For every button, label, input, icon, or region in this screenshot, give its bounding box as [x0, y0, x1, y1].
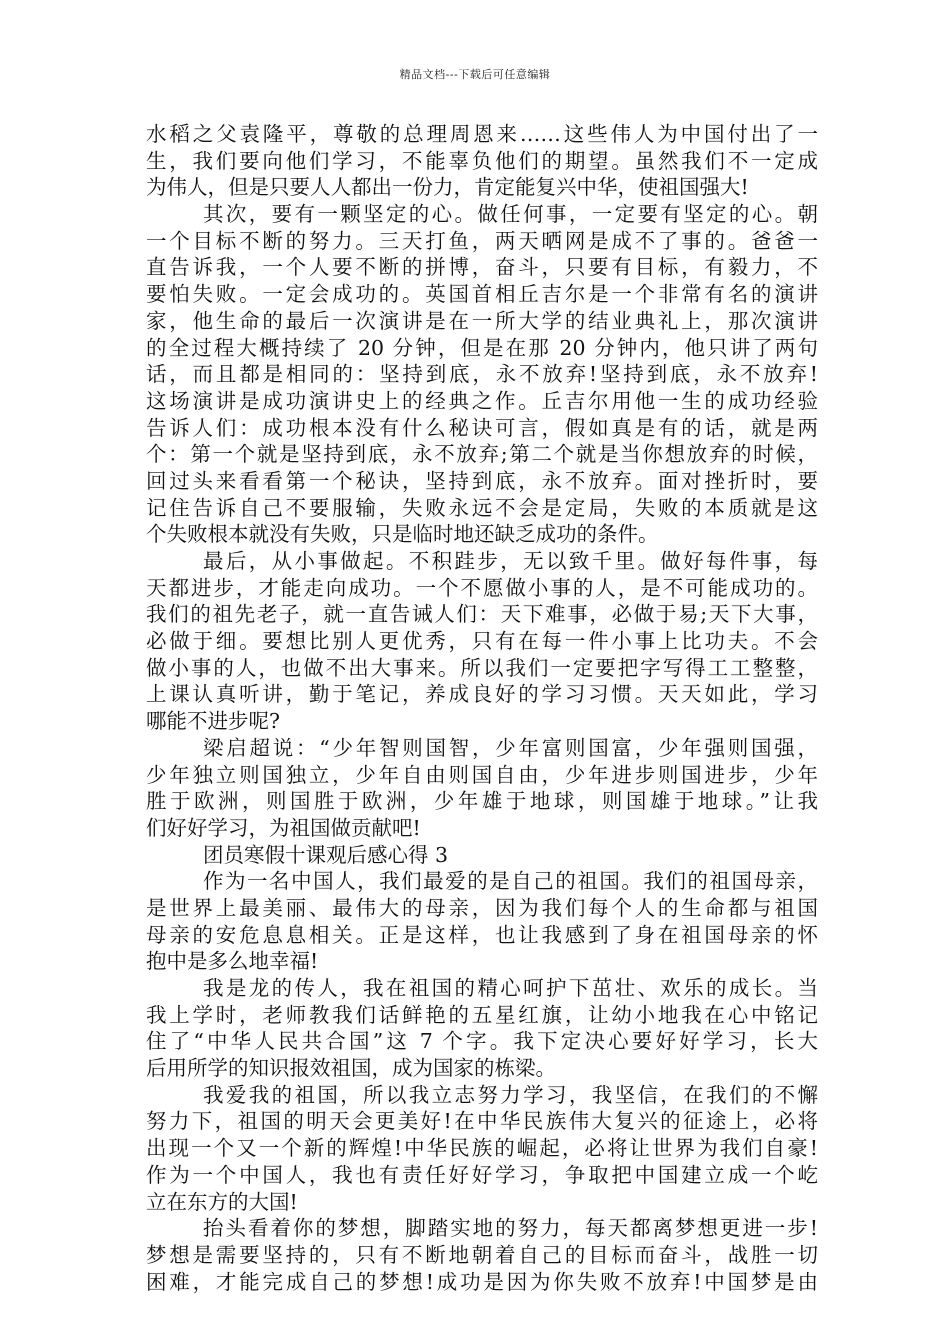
text-line: 这场演讲是成功演讲史上的经典之作。丘吉尔用他一生的成功经验	[146, 388, 818, 413]
text-line: 梦想是需要坚持的，只有不断地朝着自己的目标而奋斗，战胜一切	[146, 1242, 818, 1267]
text-line: 个失败根本就没有失败，只是临时地还缺乏成功的条件。	[146, 522, 659, 547]
text-line: 住了“中华人民共合国”这 7 个字。我下定决心要好好学习，长大	[146, 1029, 818, 1054]
text-line: 抬头看着你的梦想，脚踏实地的努力，每天都离梦想更进一步!	[203, 1216, 818, 1241]
text-line: 梁启超说：“少年智则国智，少年富则国富，少年强则国强，	[203, 735, 818, 760]
text-line: 上课认真听讲，勤于笔记，养成良好的学习习惯。天天如此，学习	[146, 682, 818, 707]
text-line: 作为一个中国人，我也有责任好好学习，争取把中国建立成一个屹	[146, 1162, 818, 1187]
text-line: 少年独立则国独立，少年自由则国自由，少年进步则国进步，少年	[146, 762, 818, 787]
text-line: 一个目标不断的努力。三天打鱼，两天晒网是成不了事的。爸爸一	[146, 228, 818, 253]
text-line: 我爱我的祖国，所以我立志努力学习，我坚信，在我们的不懈	[203, 1082, 818, 1107]
text-line: 困难，才能完成自己的梦想!成功是因为你失败不放弃!中国梦是由	[146, 1269, 818, 1294]
text-line: 抱中是多么地幸福!	[146, 949, 319, 974]
text-line: 家，他生命的最后一次演讲是在一所大学的结业典礼上，那次演讲	[146, 308, 818, 333]
text-line: 立在东方的大国!	[146, 1189, 298, 1214]
text-line: 记住告诉自己不要服输，失败永远不会是定局，失败的本质就是这	[146, 495, 818, 520]
text-line: 是世界上最美丽、最伟大的母亲，因为我们每个人的生命都与祖国	[146, 895, 818, 920]
text-line: 生，我们要向他们学习，不能辜负他们的期望。虽然我们不一定成	[146, 148, 818, 173]
text-line: 水稻之父袁隆平，尊敬的总理周恩来……这些伟人为中国付出了一	[146, 122, 818, 146]
text-line: 们好好学习，为祖国做贡献吧!	[146, 815, 421, 840]
text-line: 团员寒假十课观后感心得 3	[203, 842, 449, 867]
text-line: 回过头来看看第一个秘诀，坚持到底，永不放弃。面对挫折时，要	[146, 468, 818, 493]
text-line: 哪能不进步呢?	[146, 709, 280, 734]
page-header: 精品文档---下载后可任意编辑	[399, 68, 551, 81]
text-line: 母亲的安危息息相关。正是这样，也让我感到了身在祖国母亲的怀	[146, 922, 818, 947]
text-line: 作为一名中国人，我们最爱的是自己的祖国。我们的祖国母亲，	[203, 869, 818, 894]
text-line: 为伟人，但是只要人人都出一份力，肯定能复兴中华，使祖国强大!	[146, 175, 749, 200]
text-line: 个：第一个就是坚持到底，永不放弃;第二个就是当你想放弃的时候，	[146, 442, 818, 467]
text-line: 我上学时，老师教我们话鲜艳的五星红旗，让幼小地我在心中铭记	[146, 1002, 818, 1027]
text-line: 最后，从小事做起。不积跬步，无以致千里。做好每件事，每	[203, 549, 818, 573]
text-line: 直告诉我，一个人要不断的拼博，奋斗，只要有目标，有毅力，不	[146, 255, 818, 280]
text-line: 话，而且都是相同的：坚持到底，永不放弃!坚持到底，永不放弃!	[146, 362, 818, 387]
text-line: 我们的祖先老子，就一直告诫人们：天下难事，必做于易;天下大事，	[146, 602, 818, 627]
document-body	[146, 121, 818, 1295]
text-line: 告诉人们：成功根本没有什么秘诀可言，假如真是有的话，就是两	[146, 415, 818, 440]
text-line: 必做于细。要想比别人更优秀，只有在每一件小事上比功夫。不会	[146, 629, 818, 654]
text-line: 努力下，祖国的明天会更美好!在中华民族伟大复兴的征途上，必将	[146, 1109, 818, 1134]
text-line: 天都进步，才能走向成功。一个不愿做小事的人，是不可能成功的。	[146, 575, 818, 600]
text-line: 其次，要有一颗坚定的心。做任何事，一定要有坚定的心。朝	[203, 202, 818, 227]
text-line: 胜于欧洲，则国胜于欧洲，少年雄于地球，则国雄于地球。”让我	[146, 789, 818, 814]
text-line: 我是龙的传人，我在祖国的精心呵护下茁壮、欢乐的成长。当	[203, 976, 818, 1000]
text-line: 的全过程大概持续了 20 分钟，但是在那 20 分钟内，他只讲了两句	[146, 335, 818, 360]
text-line: 后用所学的知识报效祖国，成为国家的栋梁。	[146, 1056, 556, 1081]
text-line: 做小事的人，也做不出大事来。所以我们一定要把字写得工工整整，	[146, 655, 818, 680]
text-line: 出现一个又一个新的辉煌!中华民族的崛起，必将让世界为我们自豪!	[146, 1136, 818, 1161]
text-line: 要怕失败。一定会成功的。英国首相丘吉尔是一个非常有名的演讲	[146, 282, 818, 307]
